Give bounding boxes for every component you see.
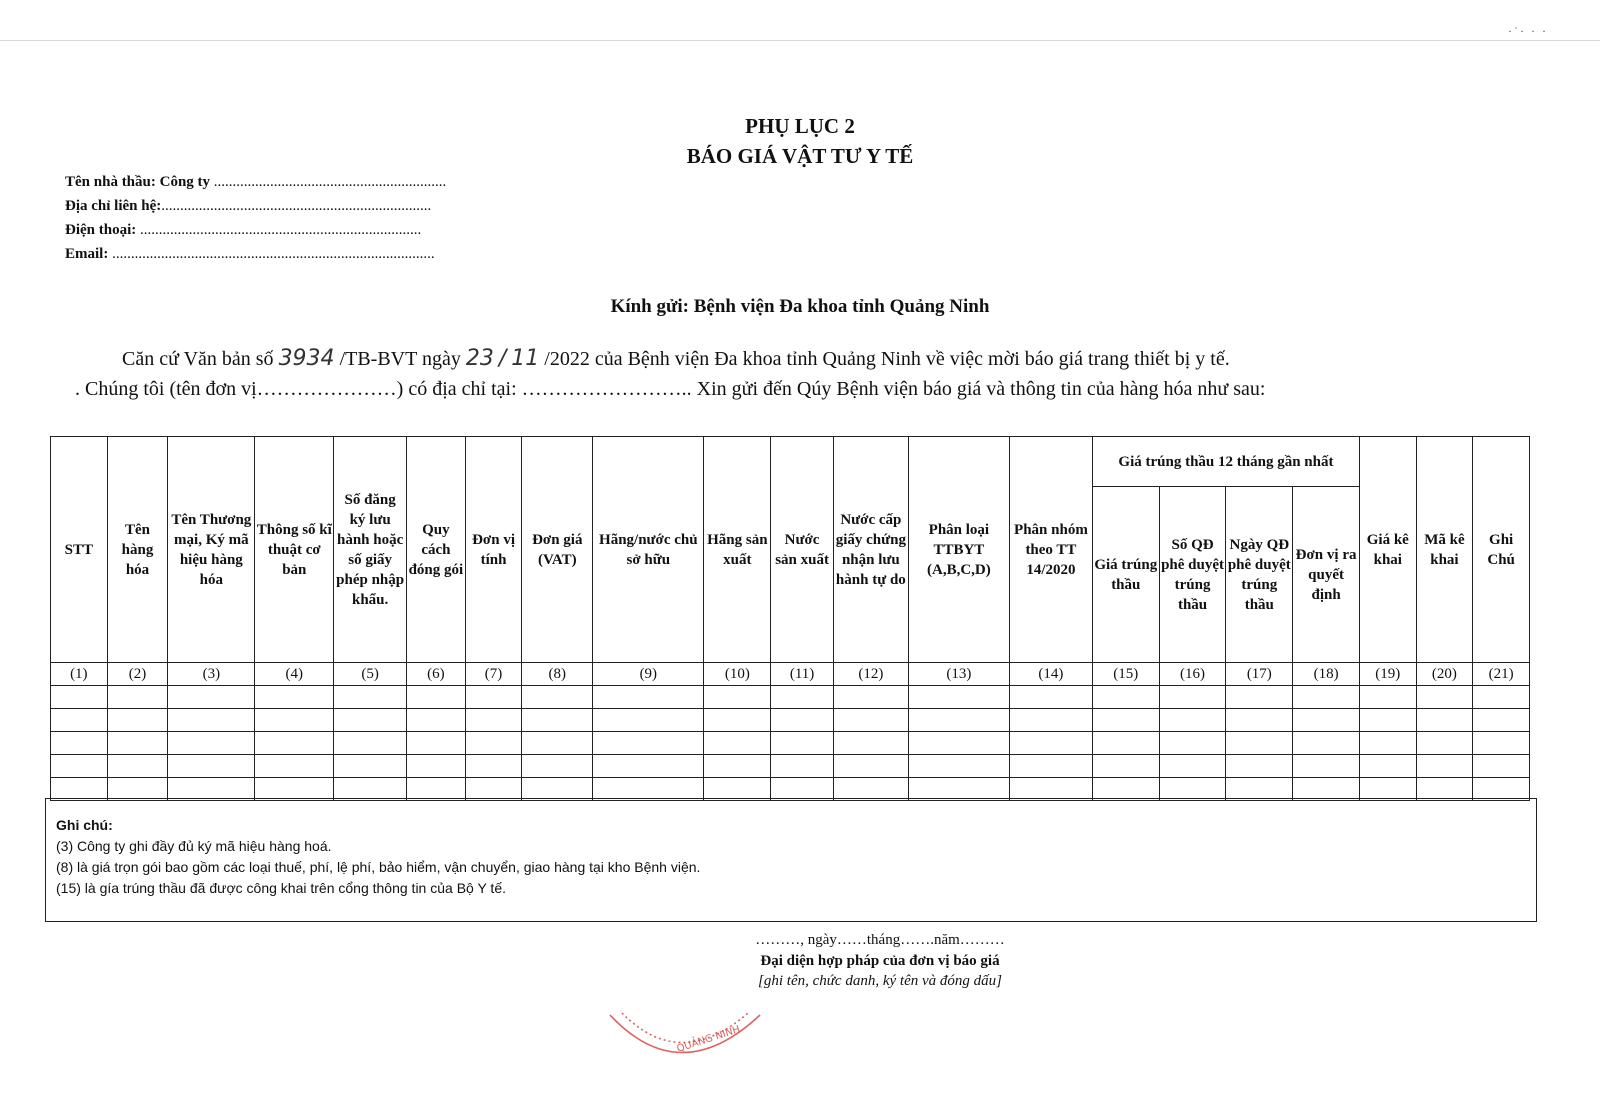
svg-text:QUẢNG NINH: QUẢNG NINH bbox=[675, 1024, 742, 1055]
table-row[interactable] bbox=[51, 709, 1530, 732]
col-header-13: Phân loại TTBYT (A,B,C,D) bbox=[908, 437, 1009, 663]
col-number: (15) bbox=[1092, 663, 1159, 686]
company-paragraph: . Chúng tôi (tên đơn vị…………………) có địa chỉ tại: …………………….. Xin gửi đến Qúy Bệnh viện báo giá và thông tin của hàng hóa như sau: bbox=[75, 378, 1266, 400]
signature-title: Đại diện hợp pháp của đơn vị báo giá bbox=[760, 953, 1000, 969]
note-item: (3) Công ty ghi đầy đủ ký mã hiệu hàng hoá. bbox=[56, 838, 332, 854]
col-number: (18) bbox=[1293, 663, 1360, 686]
col-header-5: Số đăng ký lưu hành hoặc số giấy phép nhập khẩu. bbox=[334, 437, 407, 663]
col-header-20: Mã kê khai bbox=[1416, 437, 1473, 663]
col-number: (3) bbox=[168, 663, 255, 686]
basis-text-c: /2022 của Bệnh viện Đa khoa tỉnh Quảng Ninh về việc mời báo giá trang thiết bị y tế. bbox=[544, 348, 1230, 370]
quotation-table bbox=[50, 436, 1530, 801]
notes-title: Ghi chú: bbox=[56, 817, 113, 833]
col-header-19: Giá kê khai bbox=[1359, 437, 1416, 663]
col-header-15: Giá trúng thầu bbox=[1092, 487, 1159, 663]
stamp-icon bbox=[600, 1010, 770, 1070]
col-header-16: Số QĐ phê duyệt trúng thầu bbox=[1159, 487, 1226, 663]
contractor-email-label: Email: bbox=[65, 246, 109, 262]
col-header-2: Tên hàng hóa bbox=[107, 437, 168, 663]
col-header-3: Tên Thương mại, Ký mã hiệu hàng hóa bbox=[168, 437, 255, 663]
handwritten-day: 23 bbox=[465, 346, 494, 371]
signature-instruction: [ghi tên, chức danh, ký tên và đóng dấu] bbox=[758, 973, 1002, 989]
col-header-7: Đơn vị tính bbox=[465, 437, 522, 663]
contractor-phone-label: Điện thoại: bbox=[65, 222, 137, 238]
col-header-14: Phân nhóm theo TT 14/2020 bbox=[1009, 437, 1092, 663]
red-stamp-seal bbox=[600, 1010, 770, 1070]
col-number: (10) bbox=[704, 663, 771, 686]
contractor-address-line bbox=[65, 194, 446, 218]
col-number: (4) bbox=[255, 663, 334, 686]
document-title: BÁO GIÁ VẬT TƯ Y TẾ bbox=[686, 144, 914, 168]
col-header-17: Ngày QĐ phê duyệt trúng thầu bbox=[1226, 487, 1293, 663]
col-number: (2) bbox=[107, 663, 168, 686]
basis-paragraph bbox=[122, 346, 1230, 371]
notes-box bbox=[45, 798, 1537, 922]
col-number: (9) bbox=[593, 663, 704, 686]
col-header-1: STT bbox=[51, 437, 108, 663]
col-header-21: Ghi Chú bbox=[1473, 437, 1530, 663]
contractor-phone-line bbox=[65, 218, 446, 242]
scan-marks: ·˙· · · bbox=[1508, 24, 1548, 38]
contractor-address-label: Địa chỉ liên hệ: bbox=[65, 198, 162, 214]
contractor-name-line bbox=[65, 170, 446, 194]
col-number: (16) bbox=[1159, 663, 1226, 686]
note-item: (15) là gía trúng thầu đã được công khai trên cổng thông tin của Bộ Y tế. bbox=[56, 880, 506, 896]
note-item: (8) là giá trọn gói bao gồm các loại thuế, phí, lệ phí, bảo hiểm, vận chuyển, giao hàng tại kho Bệnh viện. bbox=[56, 859, 701, 875]
col-header-8: Đơn giá (VAT) bbox=[522, 437, 593, 663]
col-header-11: Nước sản xuất bbox=[771, 437, 834, 663]
table-row[interactable] bbox=[51, 755, 1530, 778]
column-number-row bbox=[51, 663, 1530, 686]
table-row[interactable] bbox=[51, 732, 1530, 755]
col-number: (13) bbox=[908, 663, 1009, 686]
col-number: (17) bbox=[1226, 663, 1293, 686]
contractor-email-line bbox=[65, 242, 446, 266]
handwritten-separator: / bbox=[498, 346, 507, 371]
group-header-winning-price: Giá trúng thầu 12 tháng gần nhất bbox=[1092, 437, 1359, 487]
col-number: (21) bbox=[1473, 663, 1530, 686]
col-number: (7) bbox=[465, 663, 522, 686]
col-number: (6) bbox=[407, 663, 466, 686]
recipient-line: Kính gửi: Bệnh viện Đa khoa tỉnh Quảng Ninh bbox=[610, 296, 990, 317]
col-header-6: Quy cách đóng gói bbox=[407, 437, 466, 663]
col-header-18: Đơn vị ra quyết định bbox=[1293, 487, 1360, 663]
col-header-12: Nước cấp giấy chứng nhận lưu hành tự do bbox=[833, 437, 908, 663]
contractor-phone-field[interactable]: ........................................................................... bbox=[140, 222, 422, 238]
col-number: (5) bbox=[334, 663, 407, 686]
contractor-name-field[interactable]: .............................................................. bbox=[213, 174, 447, 190]
contractor-name-label: Tên nhà thầu: Công ty bbox=[65, 174, 211, 190]
col-header-10: Hãng sản xuất bbox=[704, 437, 771, 663]
signature-date-line: ………, ngày……tháng…….năm……… bbox=[755, 932, 1005, 948]
col-number: (12) bbox=[833, 663, 908, 686]
col-number: (20) bbox=[1416, 663, 1473, 686]
handwritten-month: 11 bbox=[511, 346, 540, 371]
col-number: (11) bbox=[771, 663, 834, 686]
col-number: (1) bbox=[51, 663, 108, 686]
scan-edge-line bbox=[0, 40, 1600, 41]
handwritten-doc-number: 3934 bbox=[278, 346, 335, 371]
basis-text-a: Căn cứ Văn bản số bbox=[122, 348, 274, 370]
contractor-address-field[interactable]: ........................................................................ bbox=[161, 198, 432, 214]
appendix-title: PHỤ LỤC 2 bbox=[745, 114, 855, 138]
basis-text-b: /TB-BVT ngày bbox=[339, 348, 461, 370]
col-number: (14) bbox=[1009, 663, 1092, 686]
col-header-4: Thông số kĩ thuật cơ bản bbox=[255, 437, 334, 663]
table-row[interactable] bbox=[51, 686, 1530, 709]
contractor-email-field[interactable]: ...................................................................................... bbox=[112, 246, 435, 262]
col-number: (19) bbox=[1359, 663, 1416, 686]
col-number: (8) bbox=[522, 663, 593, 686]
col-header-9: Hãng/nước chủ sở hữu bbox=[593, 437, 704, 663]
contractor-info bbox=[65, 170, 446, 266]
